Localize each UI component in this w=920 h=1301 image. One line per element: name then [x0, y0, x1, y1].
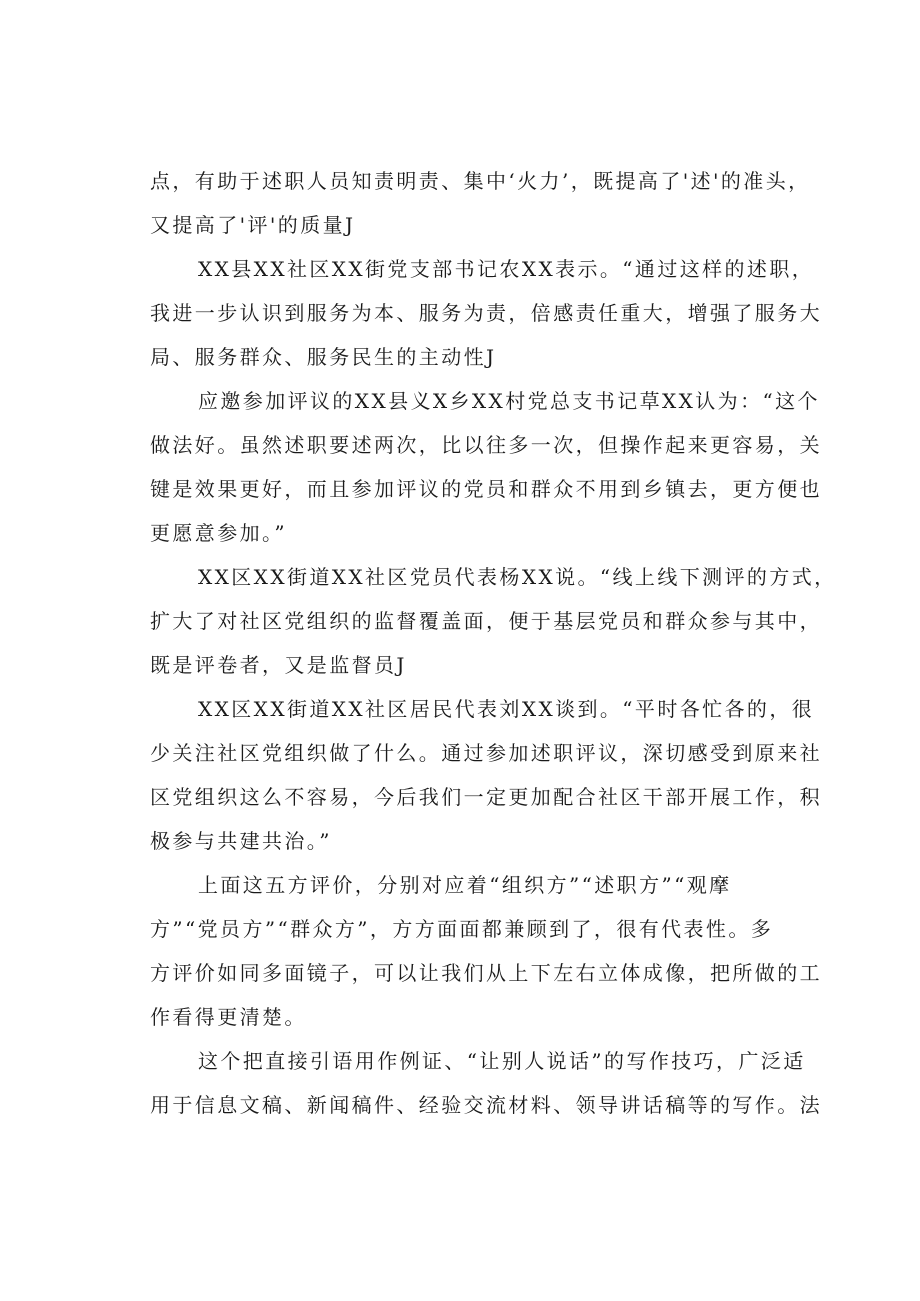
text-line-2: 又提高了'评'的质量J: [150, 213, 356, 237]
paragraph-start-line-17: 上面这五方评价，分别对应着“组织方”“述职方”“观摩: [198, 873, 732, 897]
text-line-18: 方”“党员方”“群众方”，方方面面都兼顾到了，很有代表性。多: [150, 917, 774, 941]
text-line-4: 我进一步认识到服务为本、服务为责，倍感责任重大，增强了服务大: [150, 301, 822, 325]
text-line-15: 区党组织这么不容易，今后我们一定更加配合社区干部开展工作，积: [150, 785, 822, 809]
text-line-12: 既是评卷者，又是监督员J: [150, 653, 407, 677]
text-line-8: 键是效果更好，而且参加评议的党员和群众不用到乡镇去，更方便也: [150, 477, 822, 501]
text-line-14: 少关注社区党组织做了什么。通过参加述职评议，深切感受到原来社: [150, 741, 822, 765]
text-line-16: 极参与共建共治。”: [150, 829, 332, 853]
paragraph-start-line-13: XX区XX街道XX社区居民代表刘XX谈到。“平时各忙各的，很: [198, 697, 815, 721]
paragraph-start-line-21: 这个把直接引语用作例证、“让别人说话”的写作技巧，广泛适: [198, 1049, 806, 1073]
text-line-20: 作看得更清楚。: [150, 1005, 307, 1029]
text-line-1: 点，有助于述职人员知责明责、集中‘火力’，既提高了'述'的准头，: [150, 169, 811, 193]
paragraph-start-line-6: 应邀参加评议的XX县义X乡XX村党总支书记草XX认为：“这个: [198, 389, 820, 413]
text-line-19: 方评价如同多面镜子，可以让我们从上下左右立体成像，把所做的工: [150, 961, 822, 985]
text-line-7: 做法好。虽然述职要述两次，比以往多一次，但操作起来更容易，关: [150, 433, 822, 457]
text-line-5: 局、服务群众、服务民生的主动性J: [150, 345, 497, 369]
text-line-9: 更愿意参加。”: [150, 521, 288, 545]
text-line-22: 用于信息文稿、新闻稿件、经验交流材料、领导讲话稿等的写作。法: [150, 1093, 822, 1117]
text-line-11: 扩大了对社区党组织的监督覆盖面，便于基层党员和群众参与其中，: [150, 609, 822, 633]
paragraph-start-line-10: XX区XX街道XX社区党员代表杨XX说。“线上线下测评的方式，: [198, 565, 837, 589]
paragraph-start-line-3: XX县XX社区XX街党支部书记农XX表示。“通过这样的述职，: [198, 257, 815, 281]
